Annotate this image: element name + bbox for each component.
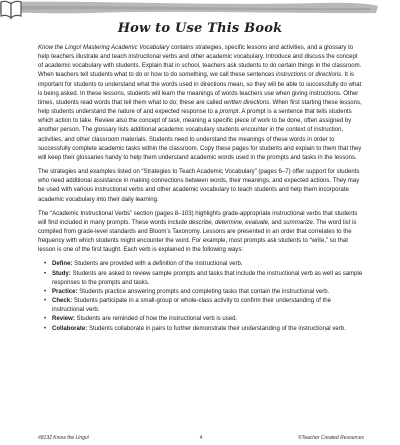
list-item (44, 288, 364, 297)
step-term: Study: (52, 270, 71, 277)
term-directions: directions (315, 72, 342, 79)
term-instructions: instructions (275, 72, 307, 79)
list-item (44, 260, 364, 269)
intro-text-1: contains strategies, specific lessons and activities, and a glossary to help teachers illustrate and teach instructional verbs and other academic vocabulary. Introduce and discuss the concept of academic vocabulary with students. Explain that in school, teachers ask students to do certain things in the classroom. When teachers tell students what to do or how to do something, we call these sentences (38, 45, 362, 79)
list-item (44, 297, 364, 315)
step-text: Students collaborate in pairs to further demonstrate their understanding of the instructional verb. (87, 325, 346, 332)
step-text: Students are reminded of how the instructional verb is used. (74, 316, 238, 323)
strategies-paragraph: The strategies and examples listed on “Strategies to Teach Academic Vocabulary” (pages 6–7) offer support for students who need additional assistance in making connections between words, their meanings, and expected actions. They may be used with various instructional verbs and other academic vocabulary to teach students and help them incorporate academic vocabulary into their daily learning. (38, 169, 360, 203)
list-item (44, 315, 364, 324)
list-item (44, 270, 364, 288)
intro-text-2: or (306, 72, 316, 79)
verbs-example-summarize: summarize (283, 219, 313, 226)
step-term: Collaborate: (52, 325, 88, 332)
main-content (38, 44, 364, 334)
page-title: How to Use This Book (117, 21, 283, 36)
step-text: Students are provided with a definition of the instructional verb. (72, 261, 243, 268)
footer-book-code: #8132 Know the Lingo! (38, 435, 90, 441)
page-header (0, 0, 400, 44)
verbs-text-3: . The word list is compiled from grade-level standards and Bloom’s Taxonomy. Lessons are presented in an order that correlates to the frequency with which students might encounter the word. For example, most prompts ask students to “write,” so that lesson is one of the first taught. Each verb is explained in the following ways: (38, 219, 357, 254)
intro-text-3: . It is important for students to understand what the words used in directions mean, so they will be able to successfully do what is being asked. In these lessons, students will learn the meanings of words teachers use when giving instructions. Other times, students read words that tell them what to do; these are called (38, 72, 362, 106)
intro-text-6: , meaning a specific piece of work to be done, often assigned by another person. The glossary lists additional academic vocabulary students encounter in the context of instruction, activities, and other classroom materials. Students need to understand the meanings of these words in order to successfully complete academic tasks within the classroom. Copy these pages for students and explain to them that they will keep their glossaries handy to help them understand academic words used in the prompts and tasks in the lessons. (38, 118, 362, 161)
verb-steps-list (38, 260, 364, 333)
list-item (44, 325, 364, 334)
step-term: Review: (52, 316, 75, 323)
step-term: Define: (52, 261, 73, 268)
footer-publisher: ©Teacher Created Resources (297, 435, 364, 441)
intro-text-4: . When first starting these lessons, help students understand the nature of and expected response to a (38, 99, 362, 116)
verbs-paragraph (38, 210, 364, 256)
intro-text-5: . A prompt is a sentence that tells students which action to take. Review also the concept of (38, 109, 352, 125)
step-term: Practice: (52, 288, 78, 295)
open-book-icon (0, 0, 22, 20)
step-text: Students participate in a small-group or whole-class activity to confirm their understanding of the instructional verb. (52, 298, 331, 314)
book-title-text: Know the Lingo! Mastering Academic Vocabulary (38, 45, 170, 51)
verbs-text-2: and (269, 219, 284, 226)
step-term: Check: (52, 298, 73, 305)
intro-paragraph (38, 44, 364, 163)
page-number: 4 (199, 435, 203, 441)
step-text: Students are asked to review sample prompts and tasks that include the instructional verb as well as sample responses to the prompts and tasks. (52, 270, 363, 286)
term-prompt: prompt (219, 109, 239, 116)
term-written-directions: written directions (223, 99, 270, 106)
step-text: Students practice answering prompts and completing tasks that contain the instructional verb. (77, 288, 330, 295)
verbs-examples: describe, determine, evaluate, (188, 219, 270, 226)
verbs-text-1: The “Academic Instructional Verbs” section (pages 8–103) highlights grade-appropriate instructional verbs that students will find included in many prompts. These words include (38, 210, 358, 226)
term-task: task (168, 118, 180, 125)
